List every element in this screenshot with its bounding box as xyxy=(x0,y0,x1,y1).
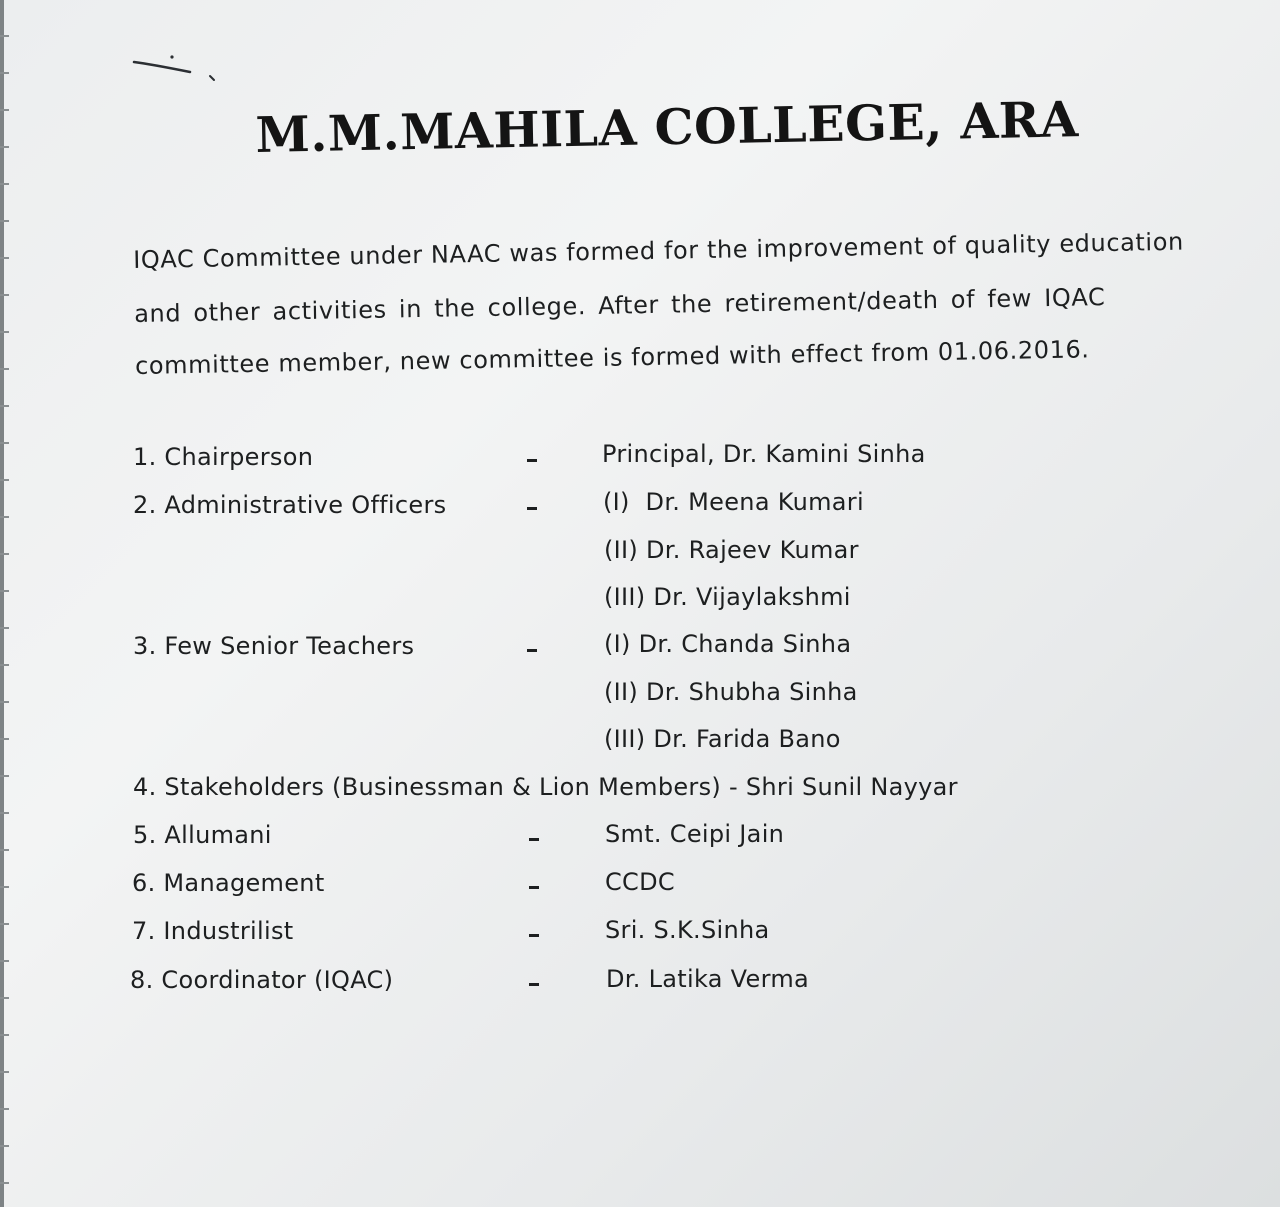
member-chairperson: Principal, Dr. Kamini Sinha xyxy=(602,440,926,468)
role-industrialist: 7. Industrilist xyxy=(132,917,294,945)
role-senior-teachers: 3. Few Senior Teachers xyxy=(133,632,415,660)
member-senior-teacher-1: (I) Dr. Chanda Sinha xyxy=(604,630,852,658)
intro-line-2: and other activities in the college. After the retirement/death of few IQAC xyxy=(133,283,1106,328)
stakeholders-line: 4. Stakeholders (Businessman & Lion Members) - Shri Sunil Nayyar xyxy=(133,773,958,801)
separator-dash xyxy=(527,649,537,652)
role-coordinator: 8. Coordinator (IQAC) xyxy=(130,966,394,994)
member-admin-officer-3: (III) Dr. Vijaylakshmi xyxy=(604,583,851,611)
member-admin-officer-1: (I) Dr. Meena Kumari xyxy=(603,488,864,516)
college-title: M.M.MAHILA COLLEGE, ARA xyxy=(255,90,1080,164)
member-coordinator: Dr. Latika Verma xyxy=(606,965,810,993)
member-admin-officer-2: (II) Dr. Rajeev Kumar xyxy=(604,536,859,564)
separator-dash xyxy=(527,459,537,462)
member-alumni: Smt. Ceipi Jain xyxy=(605,820,785,848)
member-industrialist: Sri. S.K.Sinha xyxy=(605,916,770,944)
intro-line-1: IQAC Committee under NAAC was formed for the improvement of quality education xyxy=(133,227,1185,274)
member-senior-teacher-3: (III) Dr. Farida Bano xyxy=(604,725,841,753)
role-alumni: 5. Allumani xyxy=(133,821,272,849)
role-management: 6. Management xyxy=(132,869,325,897)
separator-dash xyxy=(529,838,539,841)
role-chairperson: 1. Chairperson xyxy=(133,443,314,471)
separator-dash xyxy=(527,507,537,510)
member-senior-teacher-2: (II) Dr. Shubha Sinha xyxy=(604,678,858,706)
member-management: CCDC xyxy=(605,868,675,896)
separator-dash xyxy=(529,983,539,986)
intro-line-3: committee member, new committee is formed with effect from 01.06.2016. xyxy=(134,335,1090,380)
separator-dash xyxy=(529,934,539,937)
role-administrative-officers: 2. Administrative Officers xyxy=(133,491,447,519)
separator-dash xyxy=(529,886,539,889)
